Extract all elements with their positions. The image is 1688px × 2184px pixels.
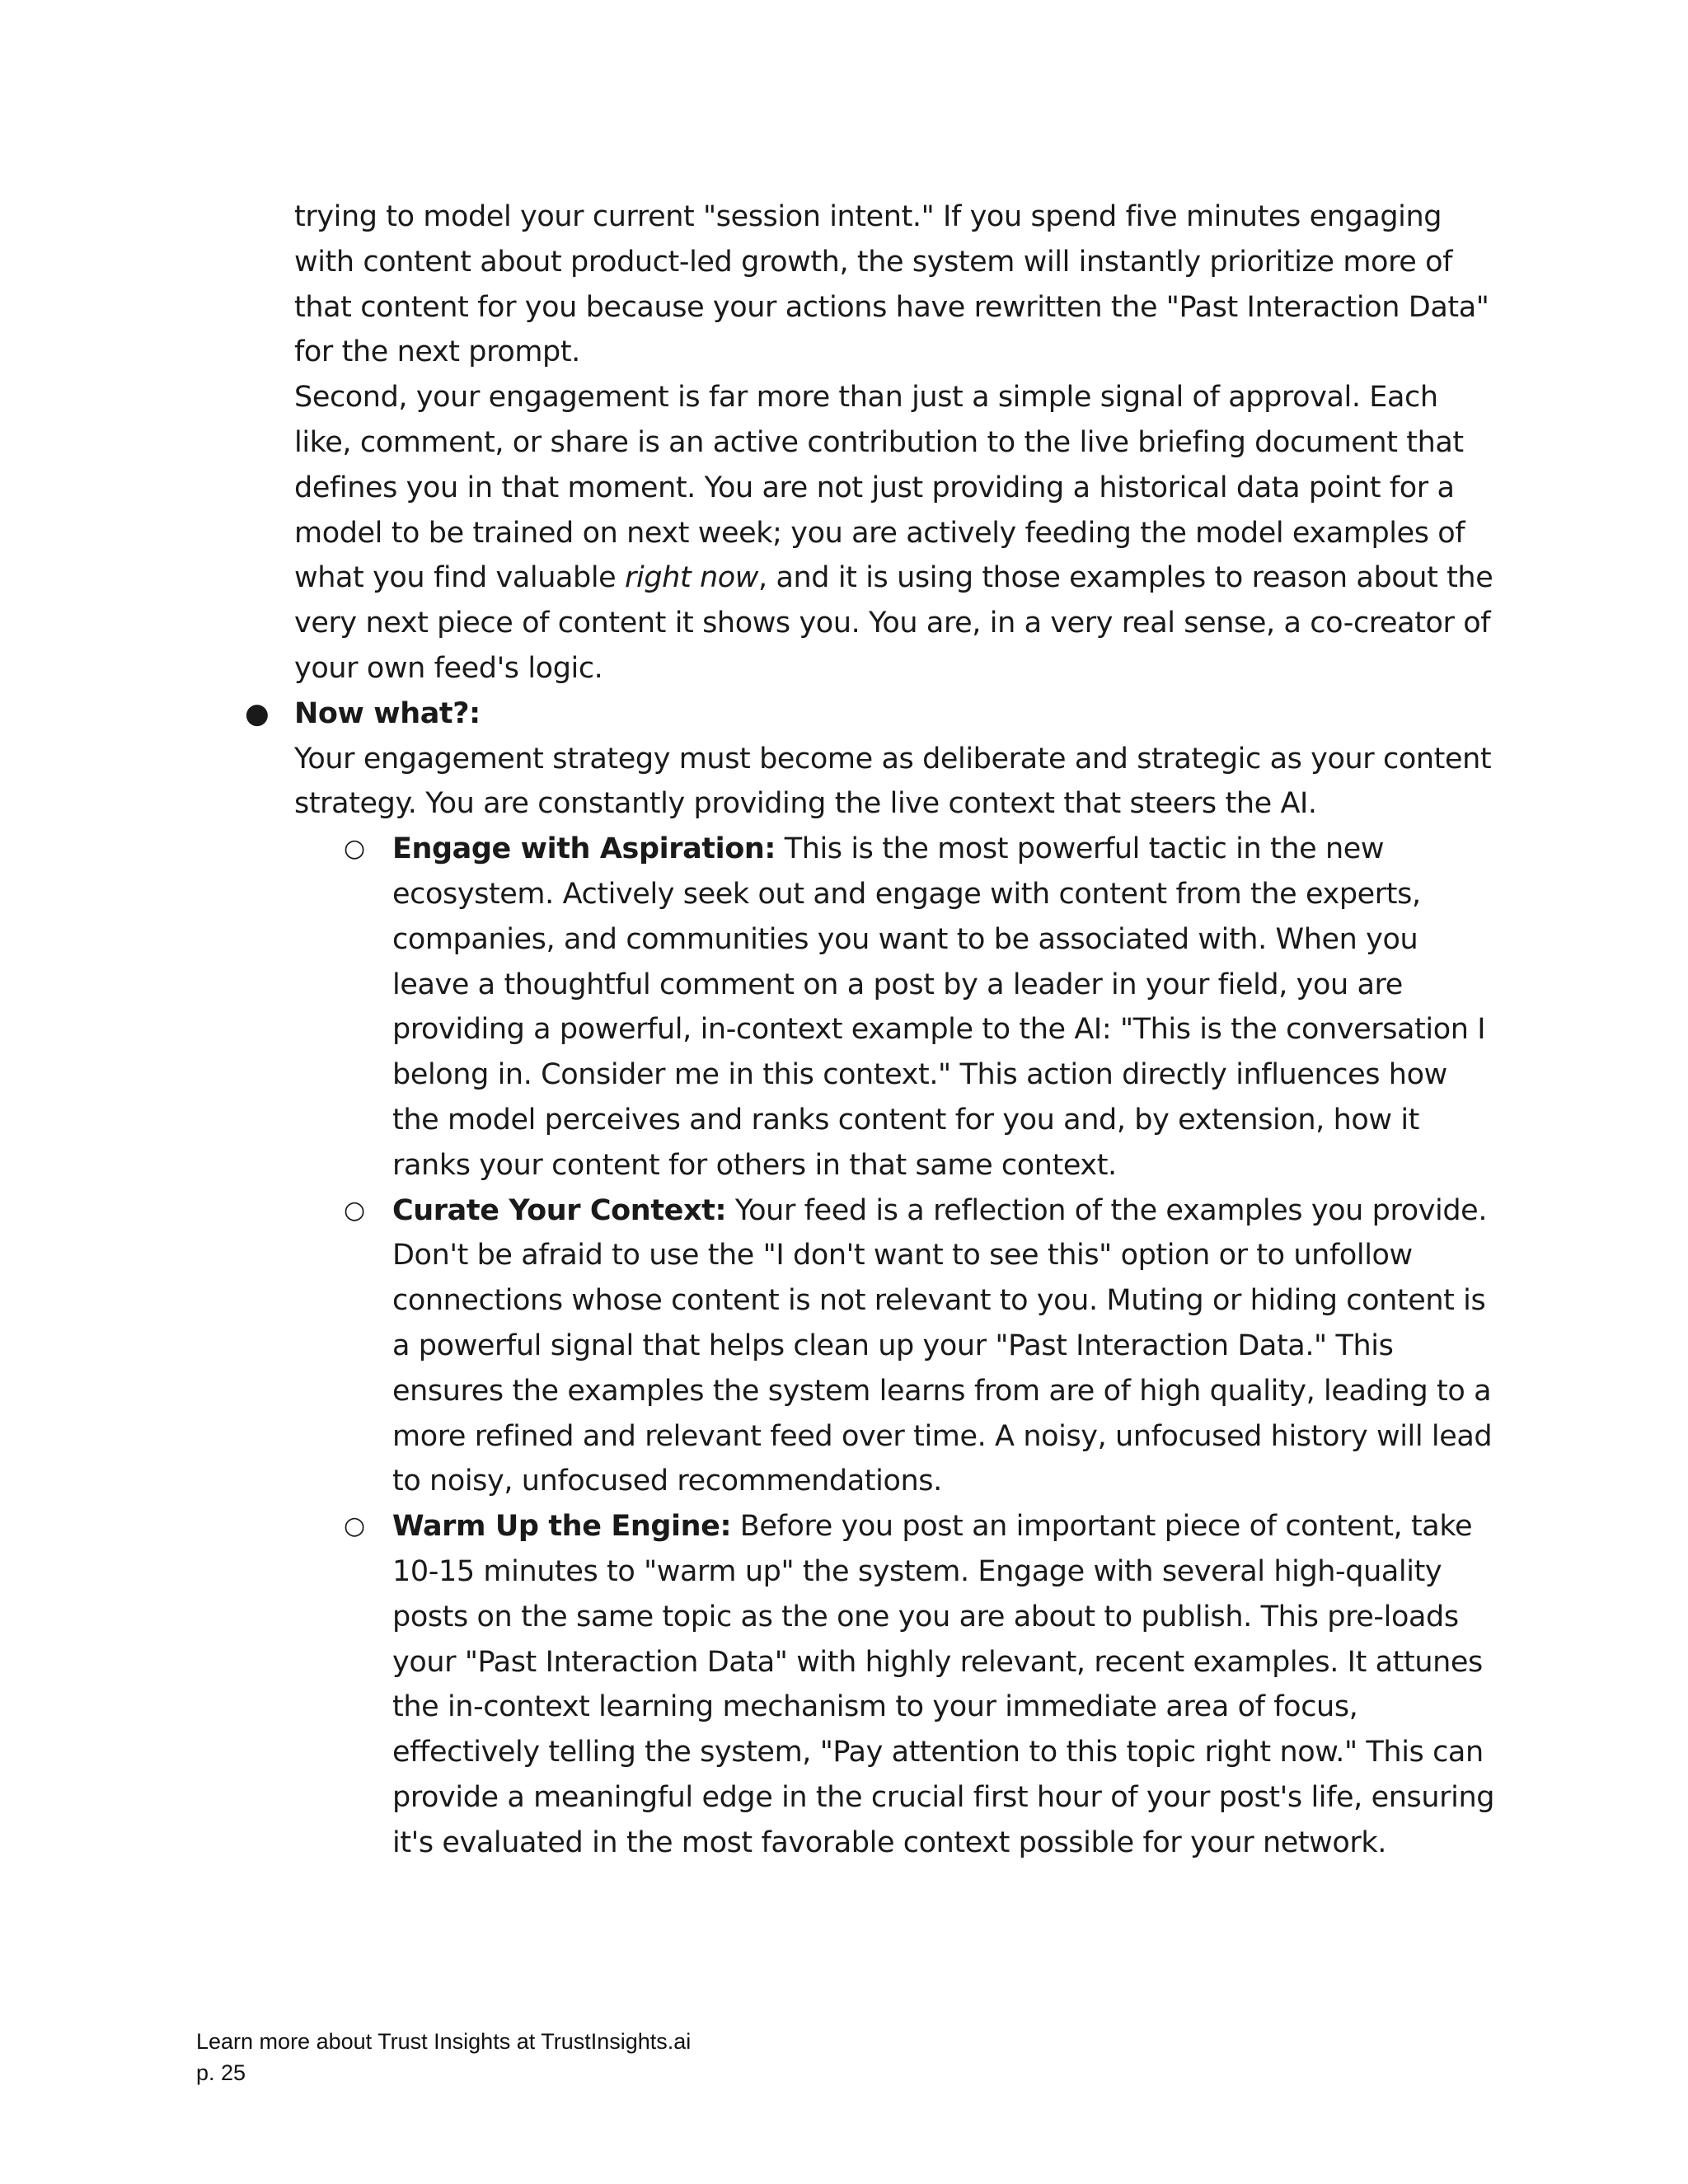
continuation-paragraph: trying to model your current "session intent." If you spend five minutes engaging with content about product-led growth, the system will instantly prioritize more of that content for you because your actions have rewritten the "Past Interaction Data" for the next prompt. (294, 200, 1489, 369)
second-paragraph-text-b: , and it is using those examples to reason about the very next piece of content it shows you. You are, in a very real sense, a co-creator of your own feed's logic. (294, 561, 1493, 685)
emphasis-right-now: right now (625, 561, 759, 595)
tactic-text: This is the most powerful tactic in the new ecosystem. Actively seek out and engage with content from the experts, companies, and communities you want to be associated with. When you leave a thoughtful comment on a post by a leader in your field, you are providing a powerful, in-context example to the AI: "This is the conversation I belong in. Consider me in this context." This action directly influences how the model perceives and ranks content for you and, by extension, how it ranks your content for others in that same context. (392, 832, 1486, 1182)
tactic-title: Warm Up the Engine: (392, 1510, 732, 1544)
list-item (344, 1188, 1498, 1505)
second-paragraph (294, 375, 1498, 691)
tactic-title: Engage with Aspiration: (392, 832, 776, 866)
list-item (344, 1504, 1498, 1865)
second-paragraph-text-a: Second, your engagement is far more than just a simple signal of approval. Each like, comment, or share is an active contribution to the live briefing document that defines you in that moment. You are not just providing a historical data point for a model to be trained on next week; you are actively feeding the model examples of what you find valuable (294, 381, 1465, 595)
tactics-list (294, 827, 1498, 1865)
page-number: p. 25 (196, 2060, 246, 2085)
now-what-intro: Your engagement strategy must become as deliberate and strategic as your content strategy. You are constantly providing the live context that steers the AI. (294, 742, 1492, 821)
tactic-text: Before you post an important piece of content, take 10-15 minutes to "warm up" the system. Engage with several high-quality posts on the same topic as the one you are about to publish. This pre-loads your "Past Interaction Data" with highly relevant, recent examples. It attunes the in-context learning mechanism to your immediate area of focus, effectively telling the system, "Pay attention to this topic right now." This can provide a meaningful edge in the crucial first hour of your post's life, ensuring it's evaluated in the most favorable context possible for your network. (392, 1510, 1495, 1859)
bullet-circle-icon: ○ (344, 1195, 365, 1225)
tactic-text: Your feed is a reflection of the examples you provide. Don't be afraid to use the "I don't want to see this" option or to unfollow connections whose content is not relevant to you. Muting or hiding content is a powerful signal that helps clean up your "Past Interaction Data." This ensures the examples the system learns from are of high quality, leading to a more refined and relevant feed over time. A noisy, unfocused history will lead to noisy, unfocused recommendations. (392, 1193, 1493, 1498)
page-footer (196, 2026, 691, 2088)
tactic-title: Curate Your Context: (392, 1193, 727, 1227)
now-what-bullet (245, 691, 1498, 1866)
bullet-circle-icon: ○ (344, 834, 365, 864)
list-item (344, 827, 1498, 1188)
footer-tagline: Learn more about Trust Insights at TrustInsights.ai (196, 2029, 692, 2054)
now-what-heading: Now what?: (294, 696, 481, 730)
body-content (245, 194, 1498, 1865)
bullet-disc-icon: ● (245, 696, 270, 730)
bullet-circle-icon: ○ (344, 1511, 365, 1541)
